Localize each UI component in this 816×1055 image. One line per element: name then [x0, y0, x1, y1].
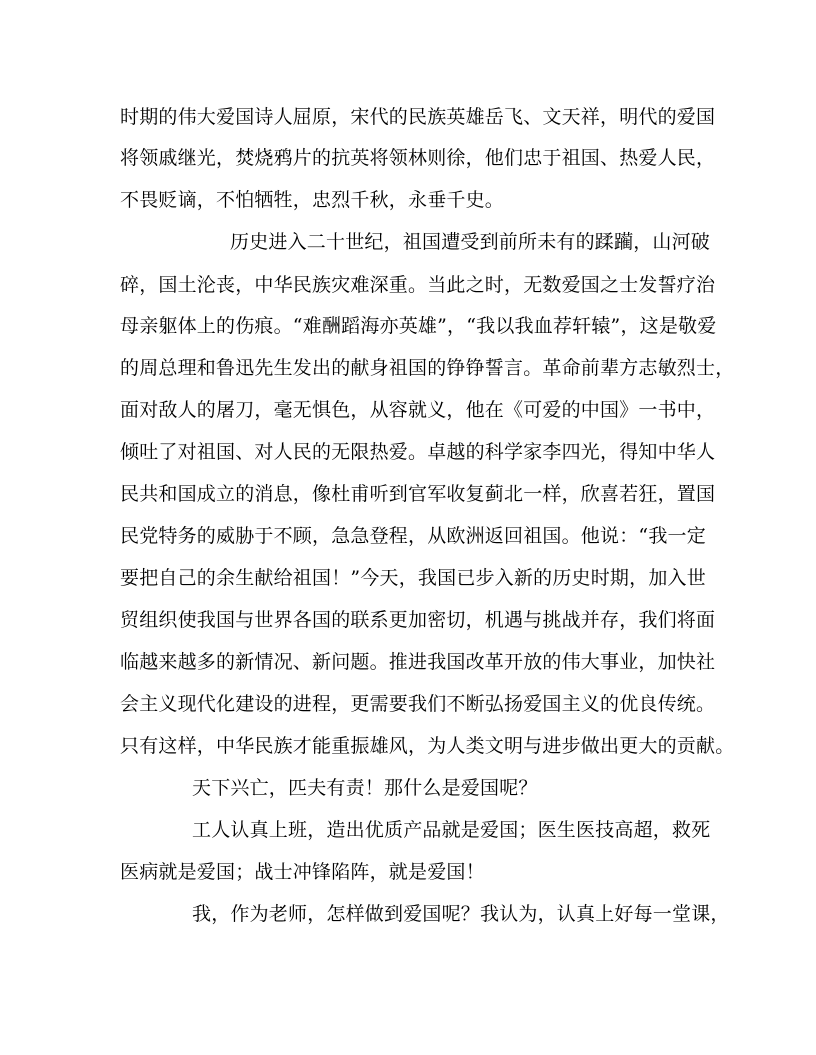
line-text: 天下兴亡，匹夫有责！那什么是爱国呢？ — [192, 777, 538, 799]
text-line — [0, 270, 816, 300]
line-text: 碎，国土沦丧，中华民族灾难深重。当此之时，无数爱国之士发誓疗治 — [120, 274, 716, 296]
line-text: 只有这样，中华民族才能重振雄风，为人类文明与进步做出更大的贡献。 — [120, 735, 735, 757]
text-line — [0, 731, 816, 761]
line-text: 历史进入二十世纪，祖国遭受到前所未有的蹂躏，山河破 — [230, 231, 711, 253]
text-line — [0, 102, 816, 132]
text-line — [0, 605, 816, 635]
line-text: 会主义现代化建设的进程，更需要我们不断弘扬爱国主义的优良传统。 — [120, 693, 716, 715]
text-line — [0, 647, 816, 677]
text-line — [0, 689, 816, 719]
line-text: 民共和国成立的消息，像杜甫听到官军收复蓟北一样，欣喜若狂，置国 — [120, 483, 716, 505]
text-line — [0, 437, 816, 467]
text-line — [0, 143, 816, 173]
line-text: 临越来越多的新情况、新问题。推进我国改革开放的伟大事业，加快社 — [120, 651, 716, 673]
text-line — [0, 311, 816, 341]
line-text: 我，作为老师，怎样做到爱国呢？我认为，认真上好每一堂课， — [192, 903, 730, 925]
line-text: 将领戚继光，焚烧鸦片的抗英将领林则徐，他们忠于祖国、热爱人民， — [120, 147, 716, 169]
line-text: 民党特务的威胁于不顾，急急登程，从欧洲返回祖国。他说：“我一定 — [120, 525, 706, 547]
text-line — [0, 185, 816, 215]
line-text: 时期的伟大爱国诗人屈原，宋代的民族英雄岳飞、文天祥，明代的爱国 — [120, 106, 716, 128]
line-text: 要把自己的余生献给祖国！”今天，我国已步入新的历史时期，加入世 — [120, 567, 706, 589]
line-text: 的周总理和鲁迅先生发出的献身祖国的铮铮誓言。革命前辈方志敏烈士， — [120, 357, 735, 379]
paragraph-start — [0, 815, 816, 845]
line-text: 工人认真上班，造出优质产品就是爱国；医生医技高超，救死 — [192, 819, 711, 841]
line-text: 面对敌人的屠刀，毫无惧色，从容就义，他在《可爱的中国》一书中， — [120, 399, 716, 421]
line-text: 贸组织使我国与世界各国的联系更加密切，机遇与挑战并存，我们将面 — [120, 609, 716, 631]
paragraph-start — [0, 773, 816, 803]
paragraph-start — [0, 227, 816, 257]
line-text: 母亲躯体上的伤痕。“难酬蹈海亦英雄”，“我以我血荐轩辕”，这是敬爱 — [120, 315, 717, 337]
text-line — [0, 563, 816, 593]
line-text: 不畏贬谪，不怕牺牲，忠烈千秋，永垂千史。 — [120, 189, 505, 211]
text-line — [0, 479, 816, 509]
text-line — [0, 353, 816, 383]
text-line — [0, 521, 816, 551]
line-text: 医病就是爱国；战士冲锋陷阵，就是爱国！ — [120, 861, 485, 883]
text-line — [0, 395, 816, 425]
paragraph-start — [0, 899, 816, 929]
line-text: 倾吐了对祖国、对人民的无限热爱。卓越的科学家李四光，得知中华人 — [120, 441, 716, 463]
text-line — [0, 857, 816, 887]
